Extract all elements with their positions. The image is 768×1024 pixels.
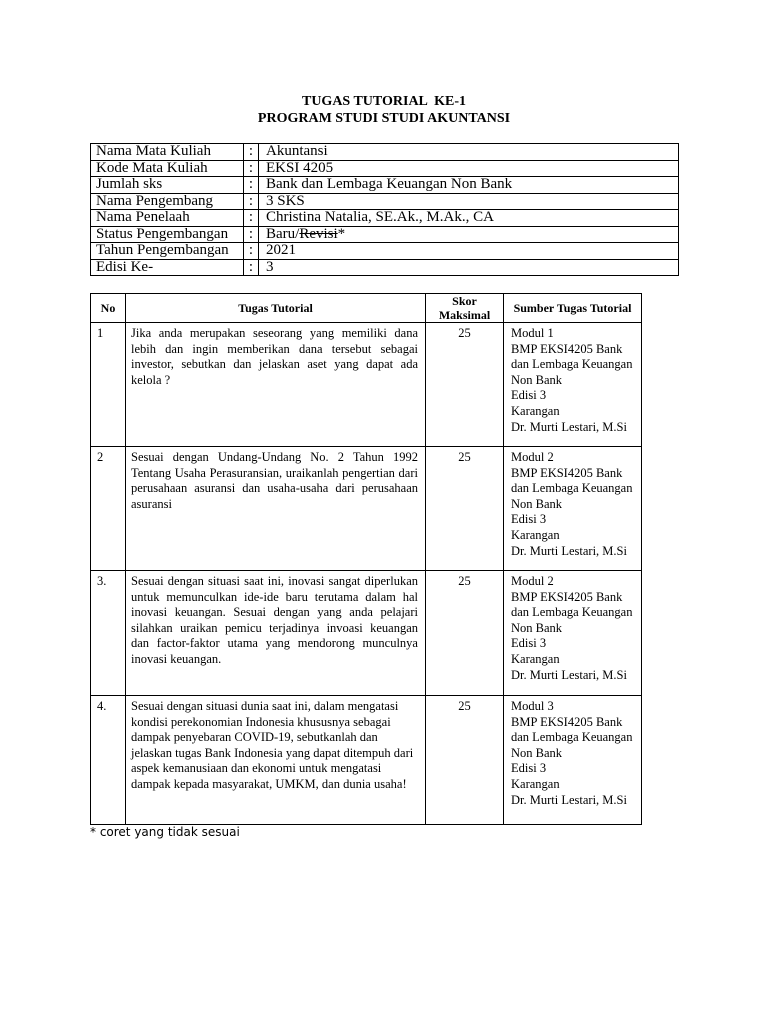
task-question-line: untuk memunculkan ide-ide baru terutama dalam hal — [131, 589, 418, 604]
info-value: Akuntansi — [259, 144, 679, 161]
task-source-line: Edisi 3 — [511, 388, 547, 403]
task-question-line: Jika anda merupakan seseorang yang memiliki dana — [131, 326, 418, 340]
task-table-header — [91, 294, 642, 323]
task-source-line: Edisi 3 — [511, 512, 547, 527]
task-source-line: dan Lembaga Keuangan — [511, 730, 633, 745]
task-source-line: dan Lembaga Keuangan — [511, 357, 633, 372]
status-struck-option: Revisi — [299, 226, 338, 242]
info-colon: : — [244, 177, 259, 194]
info-row-developer — [91, 193, 679, 210]
info-value-status — [259, 226, 679, 243]
info-colon: : — [244, 160, 259, 177]
task-source-line: Edisi 3 — [511, 761, 547, 776]
task-number: 1 — [91, 323, 126, 447]
info-label: Nama Penelaah — [91, 210, 244, 227]
info-label: Status Pengembangan — [91, 226, 244, 243]
task-question-line: jelaskan tugas Bank Indonesia yang dapat ditempuh dari — [131, 745, 414, 760]
task-question-line: dampak kepada masyarakat, UMKM, dan dunia usaha! — [131, 776, 407, 791]
document-title: TUGAS TUTORIAL KE-1 — [301, 94, 467, 109]
task-source-line: Edisi 3 — [511, 636, 547, 651]
task-source-line: BMP EKSI4205 Bank — [511, 341, 623, 356]
info-label: Kode Mata Kuliah — [91, 160, 244, 177]
info-label: Nama Mata Kuliah — [91, 144, 244, 161]
task-source-line: Dr. Murti Lestari, M.Si — [511, 543, 627, 558]
task-question-line: Sesuai dengan Undang-Undang No. 2 Tahun 1992 — [131, 450, 418, 464]
info-value: Bank dan Lembaga Keuangan Non Bank — [259, 177, 679, 194]
task-question-line: investor, sebutkan dan jelaskan aset yang dapat ada — [131, 357, 418, 372]
task-source-line: BMP EKSI4205 Bank — [511, 465, 623, 480]
header-source: Sumber Tugas Tutorial — [504, 294, 642, 323]
max-score: 25 — [426, 447, 504, 571]
info-colon: : — [244, 259, 259, 276]
task-question-line: perusahaan asuransi dan usaha-usaha dari perusahaan — [131, 481, 418, 496]
info-value: Christina Natalia, SE.Ak., M.Ak., CA — [259, 210, 679, 227]
info-row-reviewer — [91, 210, 679, 227]
task-source — [504, 323, 642, 447]
info-label: Edisi Ke- — [91, 259, 244, 276]
info-colon: : — [244, 210, 259, 227]
task-number: 2 — [91, 447, 126, 571]
task-source-line: Dr. Murti Lestari, M.Si — [511, 667, 627, 682]
info-row-edition — [91, 259, 679, 276]
header-task: Tugas Tutorial — [126, 294, 426, 323]
info-value: 3 SKS — [259, 193, 679, 210]
header-max-score-line: Skor — [452, 294, 477, 308]
task-number: 4. — [91, 696, 126, 825]
task-question — [126, 571, 426, 696]
info-row-course-name — [91, 144, 679, 161]
task-source — [504, 696, 642, 825]
task-question-line: dampak penyebaran COVID-19, sebutkanlah dan — [131, 730, 378, 745]
info-label: Tahun Pengembangan — [91, 243, 244, 260]
task-source-line: Non Bank — [511, 496, 563, 511]
info-label: Jumlah sks — [91, 177, 244, 194]
info-row-course-code — [91, 160, 679, 177]
info-colon: : — [244, 193, 259, 210]
task-question-line: Sesuai dengan situasi dunia saat ini, dalam mengatasi — [131, 699, 399, 713]
task-source-line: Karangan — [511, 403, 560, 418]
info-value: EKSI 4205 — [259, 160, 679, 177]
task-source — [504, 447, 642, 571]
task-source-line: Dr. Murti Lestari, M.Si — [511, 419, 627, 434]
task-number: 3. — [91, 571, 126, 696]
max-score: 25 — [426, 323, 504, 447]
task-row — [91, 323, 642, 447]
tutorial-task-table — [90, 293, 642, 825]
task-source-line: Non Bank — [511, 372, 563, 387]
task-question-line: inovasi keuangan. Sesuai dengan yang anda pelajari — [131, 605, 418, 620]
task-question — [126, 447, 426, 571]
task-source-line: Non Bank — [511, 745, 563, 760]
task-question-line: aspek kemanusiaan dan ekonomi untuk mengatasi — [131, 761, 382, 776]
header-max-score — [426, 294, 504, 323]
task-source-line: Non Bank — [511, 620, 563, 635]
task-question-line: kondisi perekonomian Indonesia khususnya sebagai — [131, 714, 391, 729]
info-colon: : — [244, 243, 259, 260]
task-source-line: Karangan — [511, 776, 560, 791]
footnote: * coret yang tidak sesuai — [90, 825, 240, 839]
task-question-line: Tentang Usaha Perasuransian, uraikanlah pengertian dari — [131, 465, 418, 480]
task-source-line: Modul 1 — [511, 326, 554, 340]
task-question-line: asuransi — [131, 496, 172, 511]
info-row-year — [91, 243, 679, 260]
info-value: 3 — [259, 259, 679, 276]
task-row — [91, 571, 642, 696]
task-source-line: dan Lembaga Keuangan — [511, 481, 633, 496]
task-source — [504, 571, 642, 696]
document-title-block — [0, 93, 768, 127]
course-info-table — [90, 143, 679, 276]
task-question-line: silahkan uraikan pemicu terjadinya invoasi keuangan — [131, 620, 418, 635]
header-no: No — [91, 294, 126, 323]
info-colon: : — [244, 144, 259, 161]
task-source-line: Modul 2 — [511, 450, 554, 464]
document-subtitle: PROGRAM STUDI STUDI AKUNTANSI — [257, 111, 511, 126]
task-question-line: lebih dan ingin memberikan dana tersebut sebagai — [131, 341, 418, 356]
task-question-line: dan factor-faktor utama yang mendorong munculnya — [131, 636, 418, 651]
task-source-line: Karangan — [511, 651, 560, 666]
max-score: 25 — [426, 571, 504, 696]
status-footnote-mark: * — [337, 226, 346, 242]
task-source-line: BMP EKSI4205 Bank — [511, 714, 623, 729]
header-max-score-line: Maksimal — [438, 308, 491, 322]
task-row — [91, 447, 642, 571]
info-value: 2021 — [259, 243, 679, 260]
task-question-line: inovasi keuangan. — [131, 651, 222, 666]
info-row-credits — [91, 177, 679, 194]
task-source-line: Karangan — [511, 527, 560, 542]
task-question — [126, 696, 426, 825]
max-score: 25 — [426, 696, 504, 825]
task-source-line: Dr. Murti Lestari, M.Si — [511, 792, 627, 807]
task-source-line: dan Lembaga Keuangan — [511, 605, 633, 620]
info-row-status — [91, 226, 679, 243]
task-source-line: BMP EKSI4205 Bank — [511, 589, 623, 604]
task-question-line: Sesuai dengan situasi saat ini, inovasi sangat diperlukan — [131, 574, 418, 588]
task-source-line: Modul 3 — [511, 699, 554, 713]
task-question — [126, 323, 426, 447]
info-colon: : — [244, 226, 259, 243]
task-row — [91, 696, 642, 825]
task-table-body — [91, 323, 642, 825]
task-question-line: kelola ? — [131, 372, 171, 387]
task-source-line: Modul 2 — [511, 574, 554, 588]
status-current: Baru/ — [266, 226, 300, 242]
info-label: Nama Pengembang — [91, 193, 244, 210]
